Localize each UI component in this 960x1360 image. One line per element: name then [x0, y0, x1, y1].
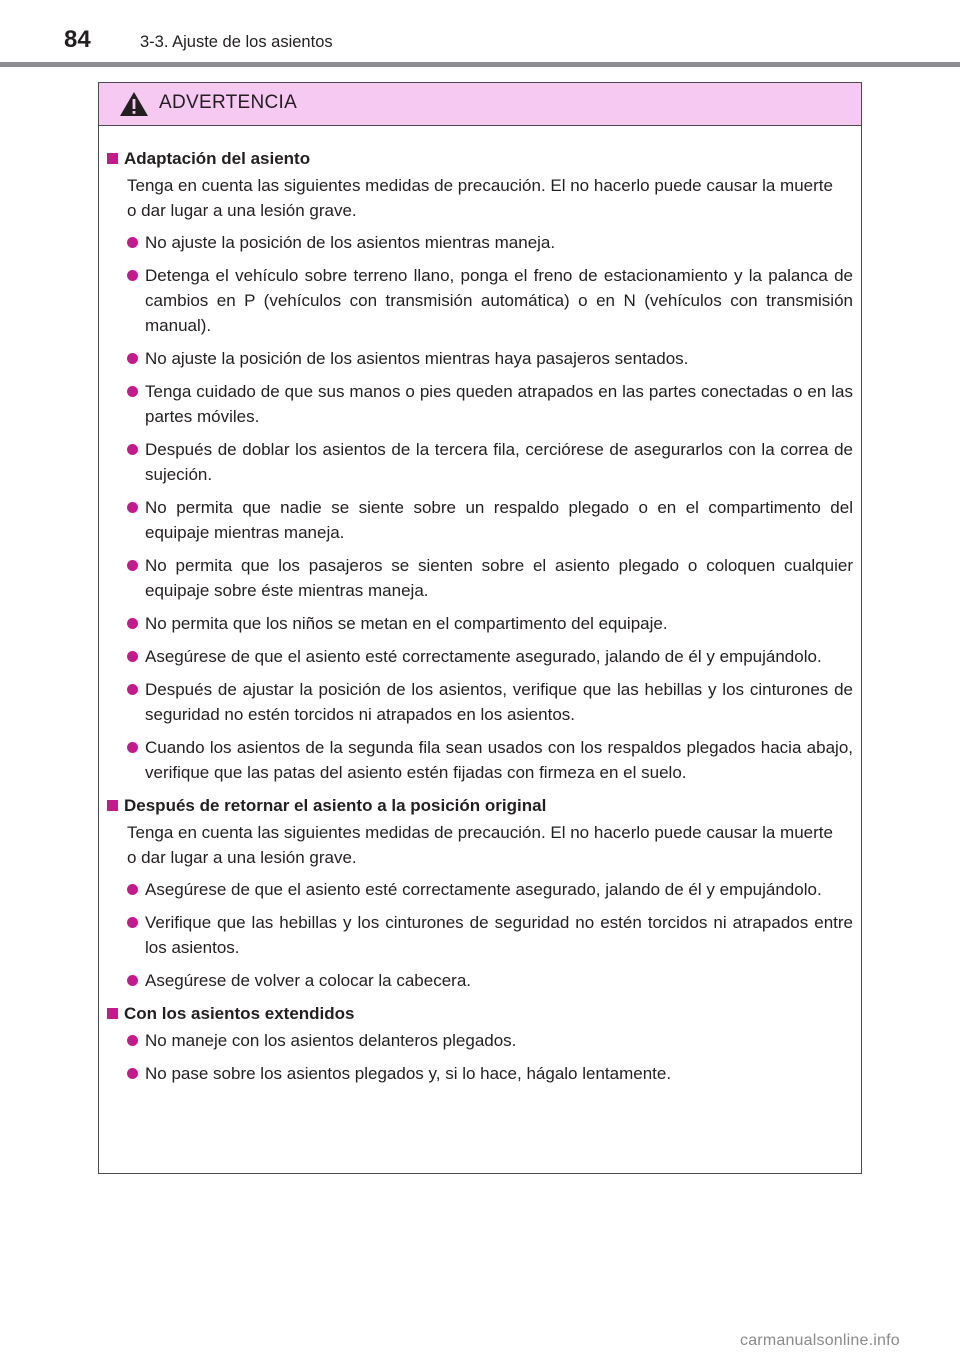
- bullet-text: No ajuste la posición de los asientos mientras haya pasajeros sentados.: [145, 349, 689, 368]
- section-heading-text: Adaptación del asiento: [124, 149, 311, 168]
- section-title: 3-3. Ajuste de los asientos: [140, 33, 333, 51]
- bullet-item: [127, 379, 853, 429]
- section-heading: [107, 793, 853, 818]
- bullet-text: Tenga cuidado de que sus manos o pies queden atrapados en las partes conectadas o en las partes móviles.: [145, 382, 853, 426]
- circle-bullet-icon: [127, 618, 138, 629]
- bullet-item: [127, 877, 853, 902]
- bullet-item: [127, 1061, 853, 1086]
- bullet-item: [127, 263, 853, 338]
- circle-bullet-icon: [127, 742, 138, 753]
- circle-bullet-icon: [127, 386, 138, 397]
- bullet-text: Asegúrese de que el asiento esté correctamente asegurado, jalando de él y empujándolo.: [145, 647, 822, 666]
- bullet-text: Verifique que las hebillas y los cinturones de seguridad no estén torcidos ni atrapados entre los asientos.: [145, 913, 853, 957]
- bullet-text: Después de doblar los asientos de la tercera fila, cerciórese de asegurarlos con la correa de sujeción.: [145, 440, 853, 484]
- bullet-text: Asegúrese de volver a colocar la cabecera.: [145, 971, 472, 990]
- bullet-text: Cuando los asientos de la segunda fila sean usados con los respaldos plegados hacia abajo, verifique que las patas del asiento estén fijadas con firmeza en el suelo.: [145, 738, 853, 782]
- circle-bullet-icon: [127, 502, 138, 513]
- warning-title: ADVERTENCIA: [159, 92, 298, 113]
- section-intro: Tenga en cuenta las siguientes medidas de precaución. El no hacerlo puede causar la muerte o dar lugar a una lesión grave.: [127, 823, 833, 867]
- header-divider: [0, 62, 960, 67]
- bullet-item: [127, 437, 853, 487]
- warning-body: [99, 126, 861, 1086]
- bullet-text: Detenga el vehículo sobre terreno llano, ponga el freno de estacionamiento y la palanca de cambios en P (vehículos con transmisión automática) o en N (vehículos con transmisión manual).: [145, 266, 853, 335]
- page-header: [0, 0, 960, 70]
- bullet-text: No permita que nadie se siente sobre un respaldo plegado o en el compartimento del equipaje mientras maneja.: [145, 498, 853, 542]
- bullet-text: Después de ajustar la posición de los asientos, verifique que las hebillas y los cinturones de seguridad no estén torcidos ni atrapados en los asientos.: [145, 680, 853, 724]
- warning-box: [98, 82, 862, 1174]
- section-heading: [107, 146, 853, 171]
- bullet-item: [127, 611, 853, 636]
- circle-bullet-icon: [127, 444, 138, 455]
- circle-bullet-icon: [127, 353, 138, 364]
- circle-bullet-icon: [127, 1035, 138, 1046]
- bullet-item: [127, 346, 853, 371]
- bullet-item: [127, 230, 853, 255]
- bullet-text: No pase sobre los asientos plegados y, si lo hace, hágalo lentamente.: [145, 1064, 672, 1083]
- bullet-item: [127, 644, 853, 669]
- circle-bullet-icon: [127, 917, 138, 928]
- circle-bullet-icon: [127, 684, 138, 695]
- bullet-text: No ajuste la posición de los asientos mientras maneja.: [145, 233, 556, 252]
- square-bullet-icon: [107, 153, 118, 164]
- watermark: carmanualsonline.info: [740, 1332, 900, 1349]
- page-number: 84: [64, 26, 91, 53]
- section-intro: Tenga en cuenta las siguientes medidas de precaución. El no hacerlo puede causar la muerte o dar lugar a una lesión grave.: [127, 176, 833, 220]
- bullet-text: No permita que los niños se metan en el compartimento del equipaje.: [145, 614, 668, 633]
- square-bullet-icon: [107, 800, 118, 811]
- bullet-text: Asegúrese de que el asiento esté correctamente asegurado, jalando de él y empujándolo.: [145, 880, 822, 899]
- bullet-item: [127, 495, 853, 545]
- circle-bullet-icon: [127, 884, 138, 895]
- bullet-item: [127, 968, 853, 993]
- bullet-item: [127, 1028, 853, 1053]
- section-heading-text: Con los asientos extendidos: [124, 1004, 355, 1023]
- circle-bullet-icon: [127, 270, 138, 281]
- bullet-text: No maneje con los asientos delanteros plegados.: [145, 1031, 517, 1050]
- square-bullet-icon: [107, 1008, 118, 1019]
- circle-bullet-icon: [127, 1068, 138, 1079]
- circle-bullet-icon: [127, 651, 138, 662]
- bullet-text: No permita que los pasajeros se sienten sobre el asiento plegado o coloquen cualquier equipaje sobre éste mientras maneja.: [145, 556, 853, 600]
- bullet-item: [127, 735, 853, 785]
- bullet-item: [127, 677, 853, 727]
- circle-bullet-icon: [127, 560, 138, 571]
- warning-header: [99, 83, 861, 126]
- warning-triangle-icon: [119, 91, 149, 117]
- bullet-item: [127, 553, 853, 603]
- circle-bullet-icon: [127, 975, 138, 986]
- bullet-item: [127, 910, 853, 960]
- section-heading: [107, 1001, 853, 1026]
- circle-bullet-icon: [127, 237, 138, 248]
- section-heading-text: Después de retornar el asiento a la posición original: [124, 796, 547, 815]
